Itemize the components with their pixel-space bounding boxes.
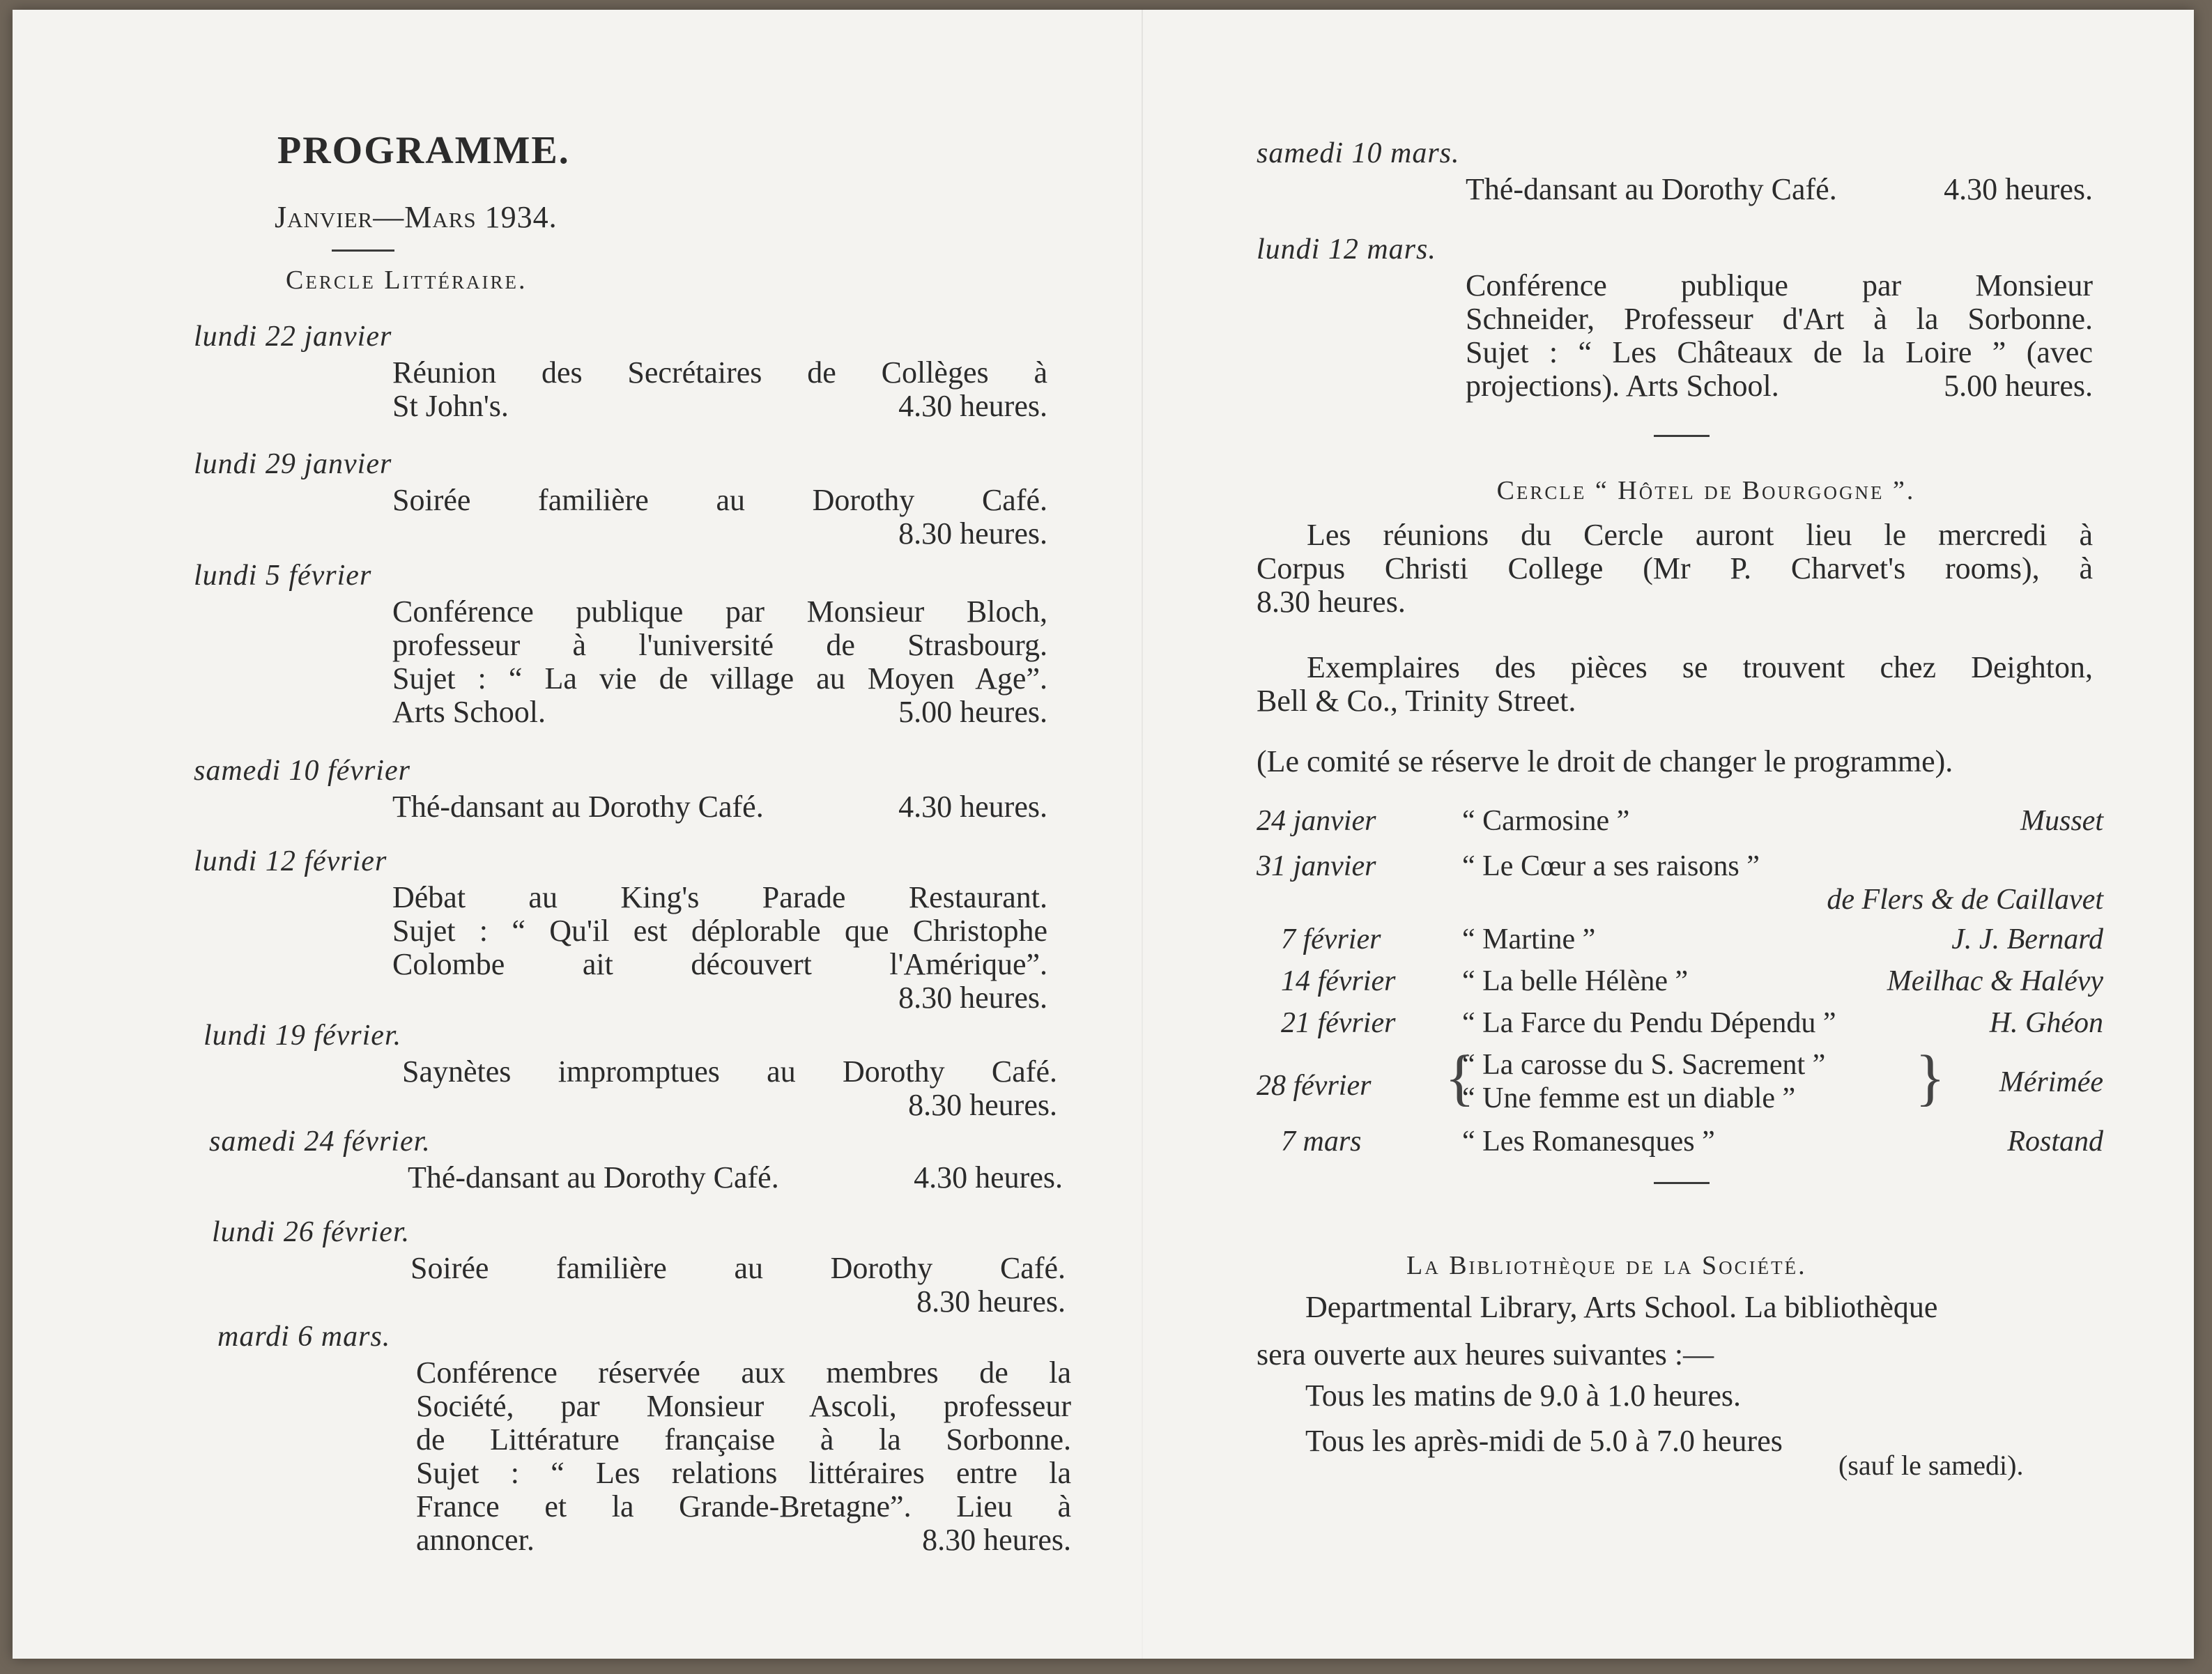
event-line: Sujet : “ Qu'il est déplorable que Christophe: [392, 914, 1047, 948]
programme-sheet: [13, 10, 2194, 1659]
event-line: Sujet : “ La vie de village au Moyen Age”.: [392, 661, 1047, 696]
event-last-line: [1466, 173, 2093, 206]
event-body: [410, 1252, 1066, 1319]
play-date: 7 février: [1281, 923, 1381, 955]
event-date: mardi 6 mars.: [217, 1321, 391, 1353]
play-title: “ Le Cœur a ses raisons ”: [1462, 850, 1760, 882]
event-line: de Littérature française à la Sorbonne.: [416, 1422, 1071, 1457]
section-heading-bourgogne: Cercle “ Hôtel de Bourgogne ”.: [1496, 476, 1916, 505]
event-body: [402, 1055, 1057, 1122]
divider: [1654, 435, 1710, 437]
event-line: Débat au King's Parade Restaurant.: [392, 880, 1047, 914]
section-heading-bibliotheque: La Bibliothèque de la Société.: [1406, 1251, 1807, 1280]
event-time: 4.30 heures.: [898, 389, 1047, 423]
event-body: [408, 1161, 1063, 1195]
event-body: [1466, 269, 2093, 403]
bourgogne-line: 8.30 heures.: [1257, 585, 1406, 619]
library-line-2: sera ouverte aux heures suivantes :—: [1257, 1337, 1714, 1372]
event-body: [1466, 173, 2093, 206]
event-line: Sujet : “ Les relations littéraires entre la: [416, 1456, 1071, 1490]
event-last-line: [416, 1523, 1071, 1557]
library-line-4: Tous les après-midi de 5.0 à 7.0 heures: [1305, 1424, 1783, 1458]
bourgogne-paragraph-1: [1257, 519, 2093, 619]
bourgogne-note: (Le comité se réserve le droit de changer le programme).: [1257, 744, 1953, 778]
bourgogne-line: Les réunions du Cercle auront lieu le mercredi à: [1307, 518, 2093, 552]
play-date: 24 janvier: [1257, 805, 1376, 837]
page-title: PROGRAMME.: [277, 129, 570, 172]
event-time: 8.30 heures.: [922, 1523, 1071, 1557]
event-date: samedi 24 février.: [209, 1126, 431, 1158]
play-title: “ Une femme est un diable ”: [1462, 1082, 1796, 1114]
play-author: H. Ghéon: [1989, 1007, 2103, 1039]
event-body: [392, 484, 1047, 551]
event-line: Réunion des Secrétaires de Collèges à: [392, 355, 1047, 390]
play-title: “ La Farce du Pendu Dépendu ”: [1462, 1007, 1836, 1039]
play-date: 21 février: [1281, 1007, 1396, 1039]
left-brace: {: [1445, 1043, 1475, 1112]
event-date: lundi 26 février.: [212, 1216, 410, 1248]
play-title: “ Martine ”: [1462, 923, 1596, 955]
event-body: [392, 881, 1047, 1015]
event-body: [392, 595, 1047, 729]
event-time: 4.30 heures.: [1944, 172, 2093, 206]
event-line: Soirée familière au Dorothy Café.: [392, 483, 1047, 517]
event-line: Schneider, Professeur d'Art à la Sorbonne.: [1466, 302, 2093, 336]
play-author: Meilhac & Halévy: [1887, 965, 2103, 997]
event-last-line: [392, 790, 1047, 824]
bourgogne-line: Bell & Co., Trinity Street.: [1257, 684, 1576, 718]
event-time: 4.30 heures.: [914, 1160, 1063, 1195]
event-date: lundi 5 février: [194, 560, 372, 592]
event-line: annoncer.: [416, 1523, 535, 1557]
play-author: J. J. Bernard: [1951, 923, 2103, 955]
event-line: France et la Grande-Bretagne”. Lieu à: [416, 1489, 1071, 1523]
event-body: [392, 356, 1047, 423]
library-line-5: (sauf le samedi).: [1838, 1450, 2024, 1481]
bourgogne-line: Exemplaires des pièces se trouvent chez Deighton,: [1307, 650, 2093, 684]
event-line: projections). Arts School.: [1466, 369, 1779, 403]
play-date: 7 mars: [1281, 1126, 1362, 1158]
divider: [332, 249, 394, 252]
play-date: 31 janvier: [1257, 850, 1376, 882]
event-line: Conférence publique par Monsieur Bloch,: [392, 594, 1047, 629]
event-date: lundi 12 février: [194, 845, 387, 877]
right-brace: }: [1915, 1043, 1946, 1112]
event-last-line: [392, 517, 1047, 551]
event-body: [392, 790, 1047, 824]
event-line: Thé-dansant au Dorothy Café.: [408, 1160, 779, 1195]
event-date: lundi 29 janvier: [194, 448, 392, 480]
event-body: [416, 1356, 1071, 1557]
event-line: Soirée familière au Dorothy Café.: [410, 1251, 1066, 1285]
event-line: Thé-dansant au Dorothy Café.: [1466, 172, 1837, 206]
event-line: Colombe ait découvert l'Amérique”.: [392, 947, 1047, 981]
event-time: 8.30 heures.: [898, 516, 1047, 551]
event-line: Société, par Monsieur Ascoli, professeur: [416, 1389, 1071, 1423]
play-author: Rostand: [2007, 1126, 2103, 1158]
event-line: Conférence publique par Monsieur: [1466, 268, 2093, 302]
event-date: lundi 12 mars.: [1257, 233, 1436, 266]
event-time: 5.00 heures.: [898, 695, 1047, 729]
play-date: 28 février: [1257, 1070, 1372, 1102]
event-last-line: [410, 1285, 1066, 1319]
event-time: 8.30 heures.: [916, 1284, 1066, 1319]
event-time: 4.30 heures.: [898, 790, 1047, 824]
event-last-line: [392, 696, 1047, 729]
event-line: Conférence réservée aux membres de la: [416, 1356, 1071, 1390]
event-last-line: [392, 981, 1047, 1015]
play-date: 14 février: [1281, 965, 1396, 997]
event-last-line: [402, 1089, 1057, 1122]
play-title: “ Les Romanesques ”: [1462, 1126, 1715, 1158]
event-last-line: [1466, 369, 2093, 403]
page-fold: [1142, 10, 1143, 1659]
event-line: professeur à l'université de Strasbourg.: [392, 628, 1047, 662]
event-time: 8.30 heures.: [898, 981, 1047, 1015]
event-date: samedi 10 février: [194, 755, 410, 787]
event-date: lundi 19 février.: [203, 1020, 402, 1052]
event-time: 5.00 heures.: [1944, 369, 2093, 403]
play-title: “ La belle Hélène ”: [1462, 965, 1689, 997]
divider: [1654, 1182, 1710, 1184]
library-line-1: Departmental Library, Arts School. La bibliothèque: [1305, 1290, 1938, 1324]
event-line: Saynètes impromptues au Dorothy Café.: [402, 1054, 1057, 1089]
play-author: de Flers & de Caillavet: [1827, 884, 2103, 916]
event-line: Sujet : “ Les Châteaux de la Loire ” (avec: [1466, 335, 2093, 369]
library-line-3: Tous les matins de 9.0 à 1.0 heures.: [1305, 1379, 1742, 1413]
section-heading-cercle-litteraire: Cercle Littéraire.: [286, 266, 528, 295]
event-line: Arts School.: [392, 695, 546, 729]
page-subtitle: Janvier—Mars 1934.: [275, 200, 558, 234]
event-date: lundi 22 janvier: [194, 321, 392, 353]
bourgogne-line: Corpus Christi College (Mr P. Charvet's rooms), à: [1257, 551, 2093, 585]
event-line: St John's.: [392, 389, 509, 423]
event-last-line: [392, 390, 1047, 423]
event-last-line: [408, 1161, 1063, 1195]
event-date: samedi 10 mars.: [1257, 137, 1460, 169]
bourgogne-paragraph-2: [1257, 651, 2093, 718]
play-author: Mérimée: [1999, 1066, 2103, 1098]
play-title: “ Carmosine ”: [1462, 805, 1630, 837]
event-line: Thé-dansant au Dorothy Café.: [392, 790, 764, 824]
play-author: Musset: [2020, 805, 2103, 837]
event-time: 8.30 heures.: [908, 1088, 1057, 1122]
play-title: “ La carosse du S. Sacrement ”: [1462, 1049, 1826, 1081]
